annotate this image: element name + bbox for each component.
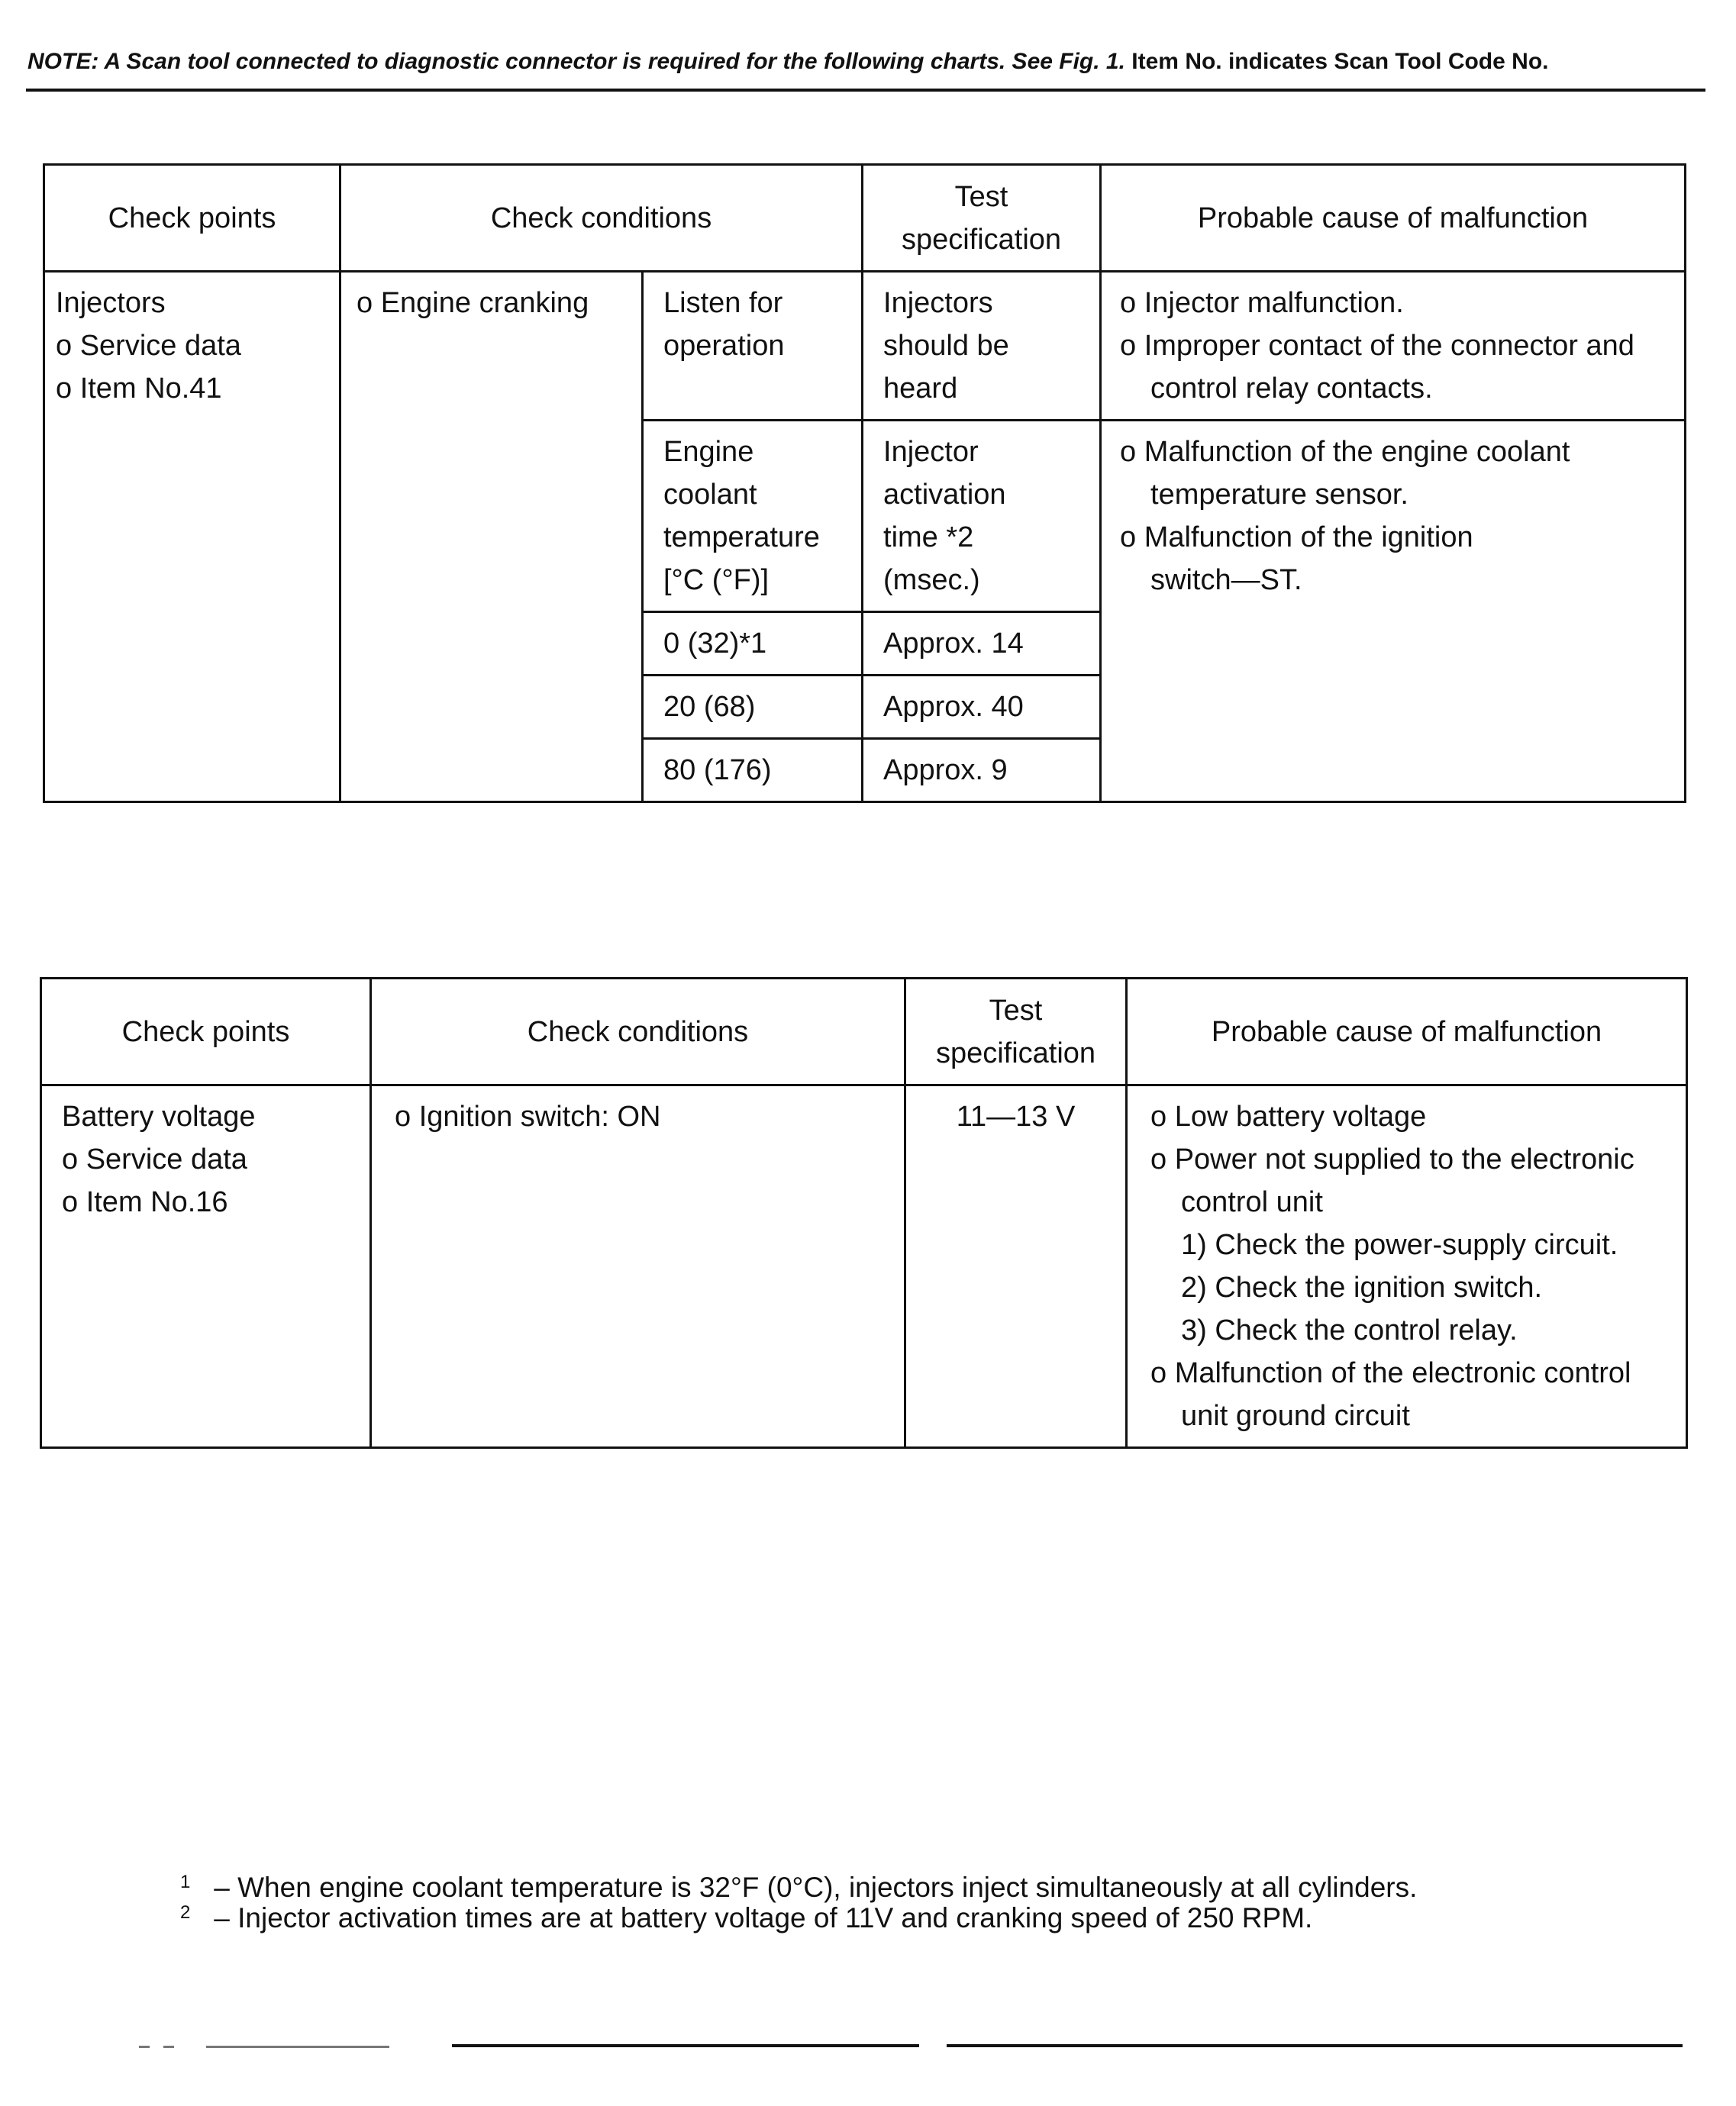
scan-tool-note <box>27 49 1707 75</box>
header-test-spec: Test specification <box>863 165 1101 272</box>
table-row <box>41 1085 1687 1448</box>
time-value: Approx. 40 <box>863 676 1101 739</box>
footnote-text: – When engine coolant temperature is 32°F (0°C), injectors inject simultaneously at all cylinders. <box>214 1872 1418 1903</box>
time-value: Approx. 14 <box>863 612 1101 676</box>
header-probable-cause: Probable cause of malfunction <box>1101 165 1686 272</box>
condition-cell: o Ignition switch: ON <box>371 1085 905 1448</box>
page-rule <box>452 2044 919 2047</box>
header-check-points: Check points <box>41 979 371 1085</box>
footnote-1 <box>180 1872 1417 1904</box>
temp-value: 80 (176) <box>643 739 863 802</box>
footnote-2 <box>180 1902 1312 1934</box>
header-test-spec: Test specification <box>905 979 1127 1085</box>
time-value: Approx. 9 <box>863 739 1101 802</box>
injectors-table <box>43 163 1686 803</box>
table-row <box>44 272 1686 421</box>
note-underline <box>26 89 1705 92</box>
coolant-header-cell: Engine coolant temperature [°C (°F)] <box>643 421 863 612</box>
page-rule-fragment <box>139 2046 150 2048</box>
listen-spec-cell: Injectors should be heard <box>863 272 1101 421</box>
battery-voltage-table <box>40 977 1688 1449</box>
header-check-points: Check points <box>44 165 340 272</box>
spec-cell: 11—13 V <box>905 1085 1127 1448</box>
temp-value: 20 (68) <box>643 676 863 739</box>
footnote-text: – Injector activation times are at battery voltage of 11V and cranking speed of 250 RPM. <box>214 1902 1313 1933</box>
condition-cell: o Engine cranking <box>340 272 643 802</box>
listen-cause-cell: o Injector malfunction. o Improper contact of the connector and control relay contacts. <box>1101 272 1686 421</box>
header-check-conditions: Check conditions <box>371 979 905 1085</box>
cause-cell: o Low battery voltage o Power not supplied to the electronic control unit 1) Check the power-supply circuit. 2) Check the ignition switch. 3) Check the control relay. o Malfunction of the electronic control unit ground circuit <box>1127 1085 1687 1448</box>
note-bold: Item No. indicates Scan Tool Code No. <box>1131 49 1549 74</box>
page-rule-fragment <box>206 2046 389 2048</box>
footnote-mark: 2 <box>180 1902 191 1923</box>
note-italic: NOTE: A Scan tool connected to diagnostic connector is required for the following charts. See Fig. 1. <box>27 49 1125 74</box>
page-rule <box>947 2044 1683 2047</box>
table-header-row <box>44 165 1686 272</box>
header-probable-cause: Probable cause of malfunction <box>1127 979 1687 1085</box>
check-points-cell: Battery voltage o Service data o Item No.16 <box>41 1085 371 1448</box>
footnote-mark: 1 <box>180 1872 191 1892</box>
header-check-conditions: Check conditions <box>340 165 863 272</box>
listen-cell: Listen for operation <box>643 272 863 421</box>
page-rule-fragment <box>163 2046 174 2048</box>
table-header-row <box>41 979 1687 1085</box>
check-points-cell: Injectors o Service data o Item No.41 <box>44 272 340 802</box>
coolant-cause-cell: o Malfunction of the engine coolant temperature sensor. o Malfunction of the ignition switch—ST. <box>1101 421 1686 802</box>
activation-header-cell: Injector activation time *2 (msec.) <box>863 421 1101 612</box>
temp-value: 0 (32)*1 <box>643 612 863 676</box>
